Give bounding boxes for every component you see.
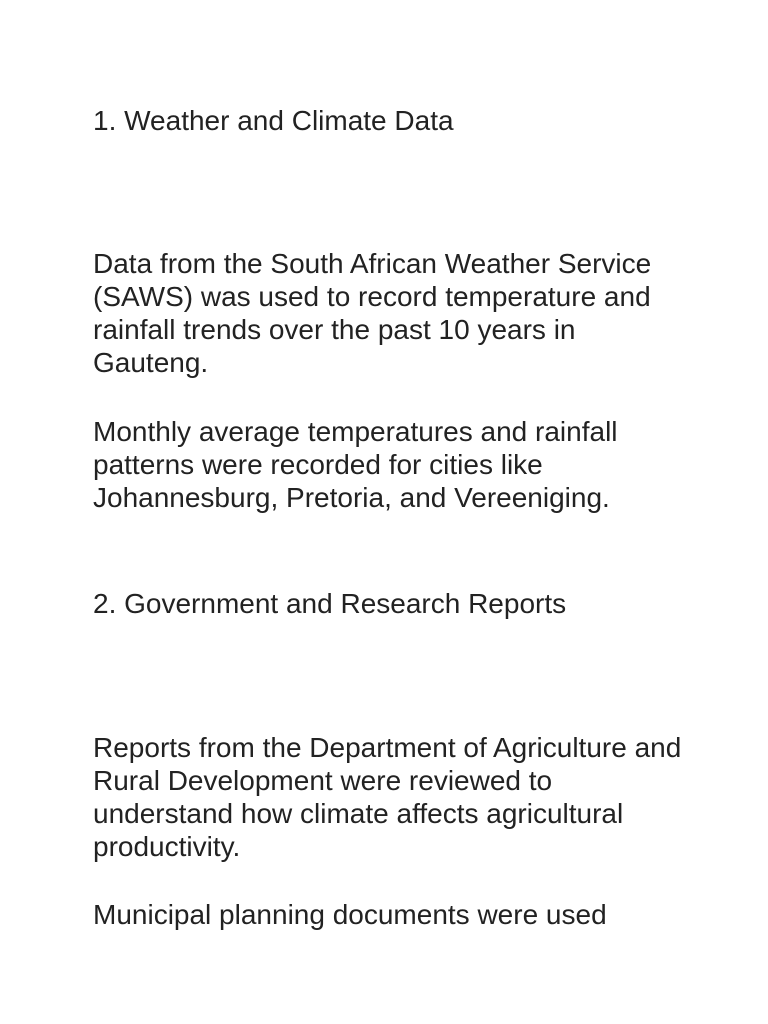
paragraph-agriculture-reports: Reports from the Department of Agriculture and Rural Development were reviewed to understand how climate affects agricultural productivity. xyxy=(93,732,682,862)
paragraph-saws-data: Data from the South African Weather Service (SAWS) was used to record temperature and rainfall trends over the past 10 years in Gauteng. xyxy=(93,248,652,378)
section-heading-weather-climate: 1. Weather and Climate Data xyxy=(93,105,454,136)
section-heading-government-reports: 2. Government and Research Reports xyxy=(93,588,567,619)
paragraph-monthly-averages: Monthly average temperatures and rainfall patterns were recorded for cities like Johannesburg, Pretoria, and Vereeniging. xyxy=(93,416,618,513)
paragraph-municipal-documents: Municipal planning documents were used xyxy=(93,899,607,930)
